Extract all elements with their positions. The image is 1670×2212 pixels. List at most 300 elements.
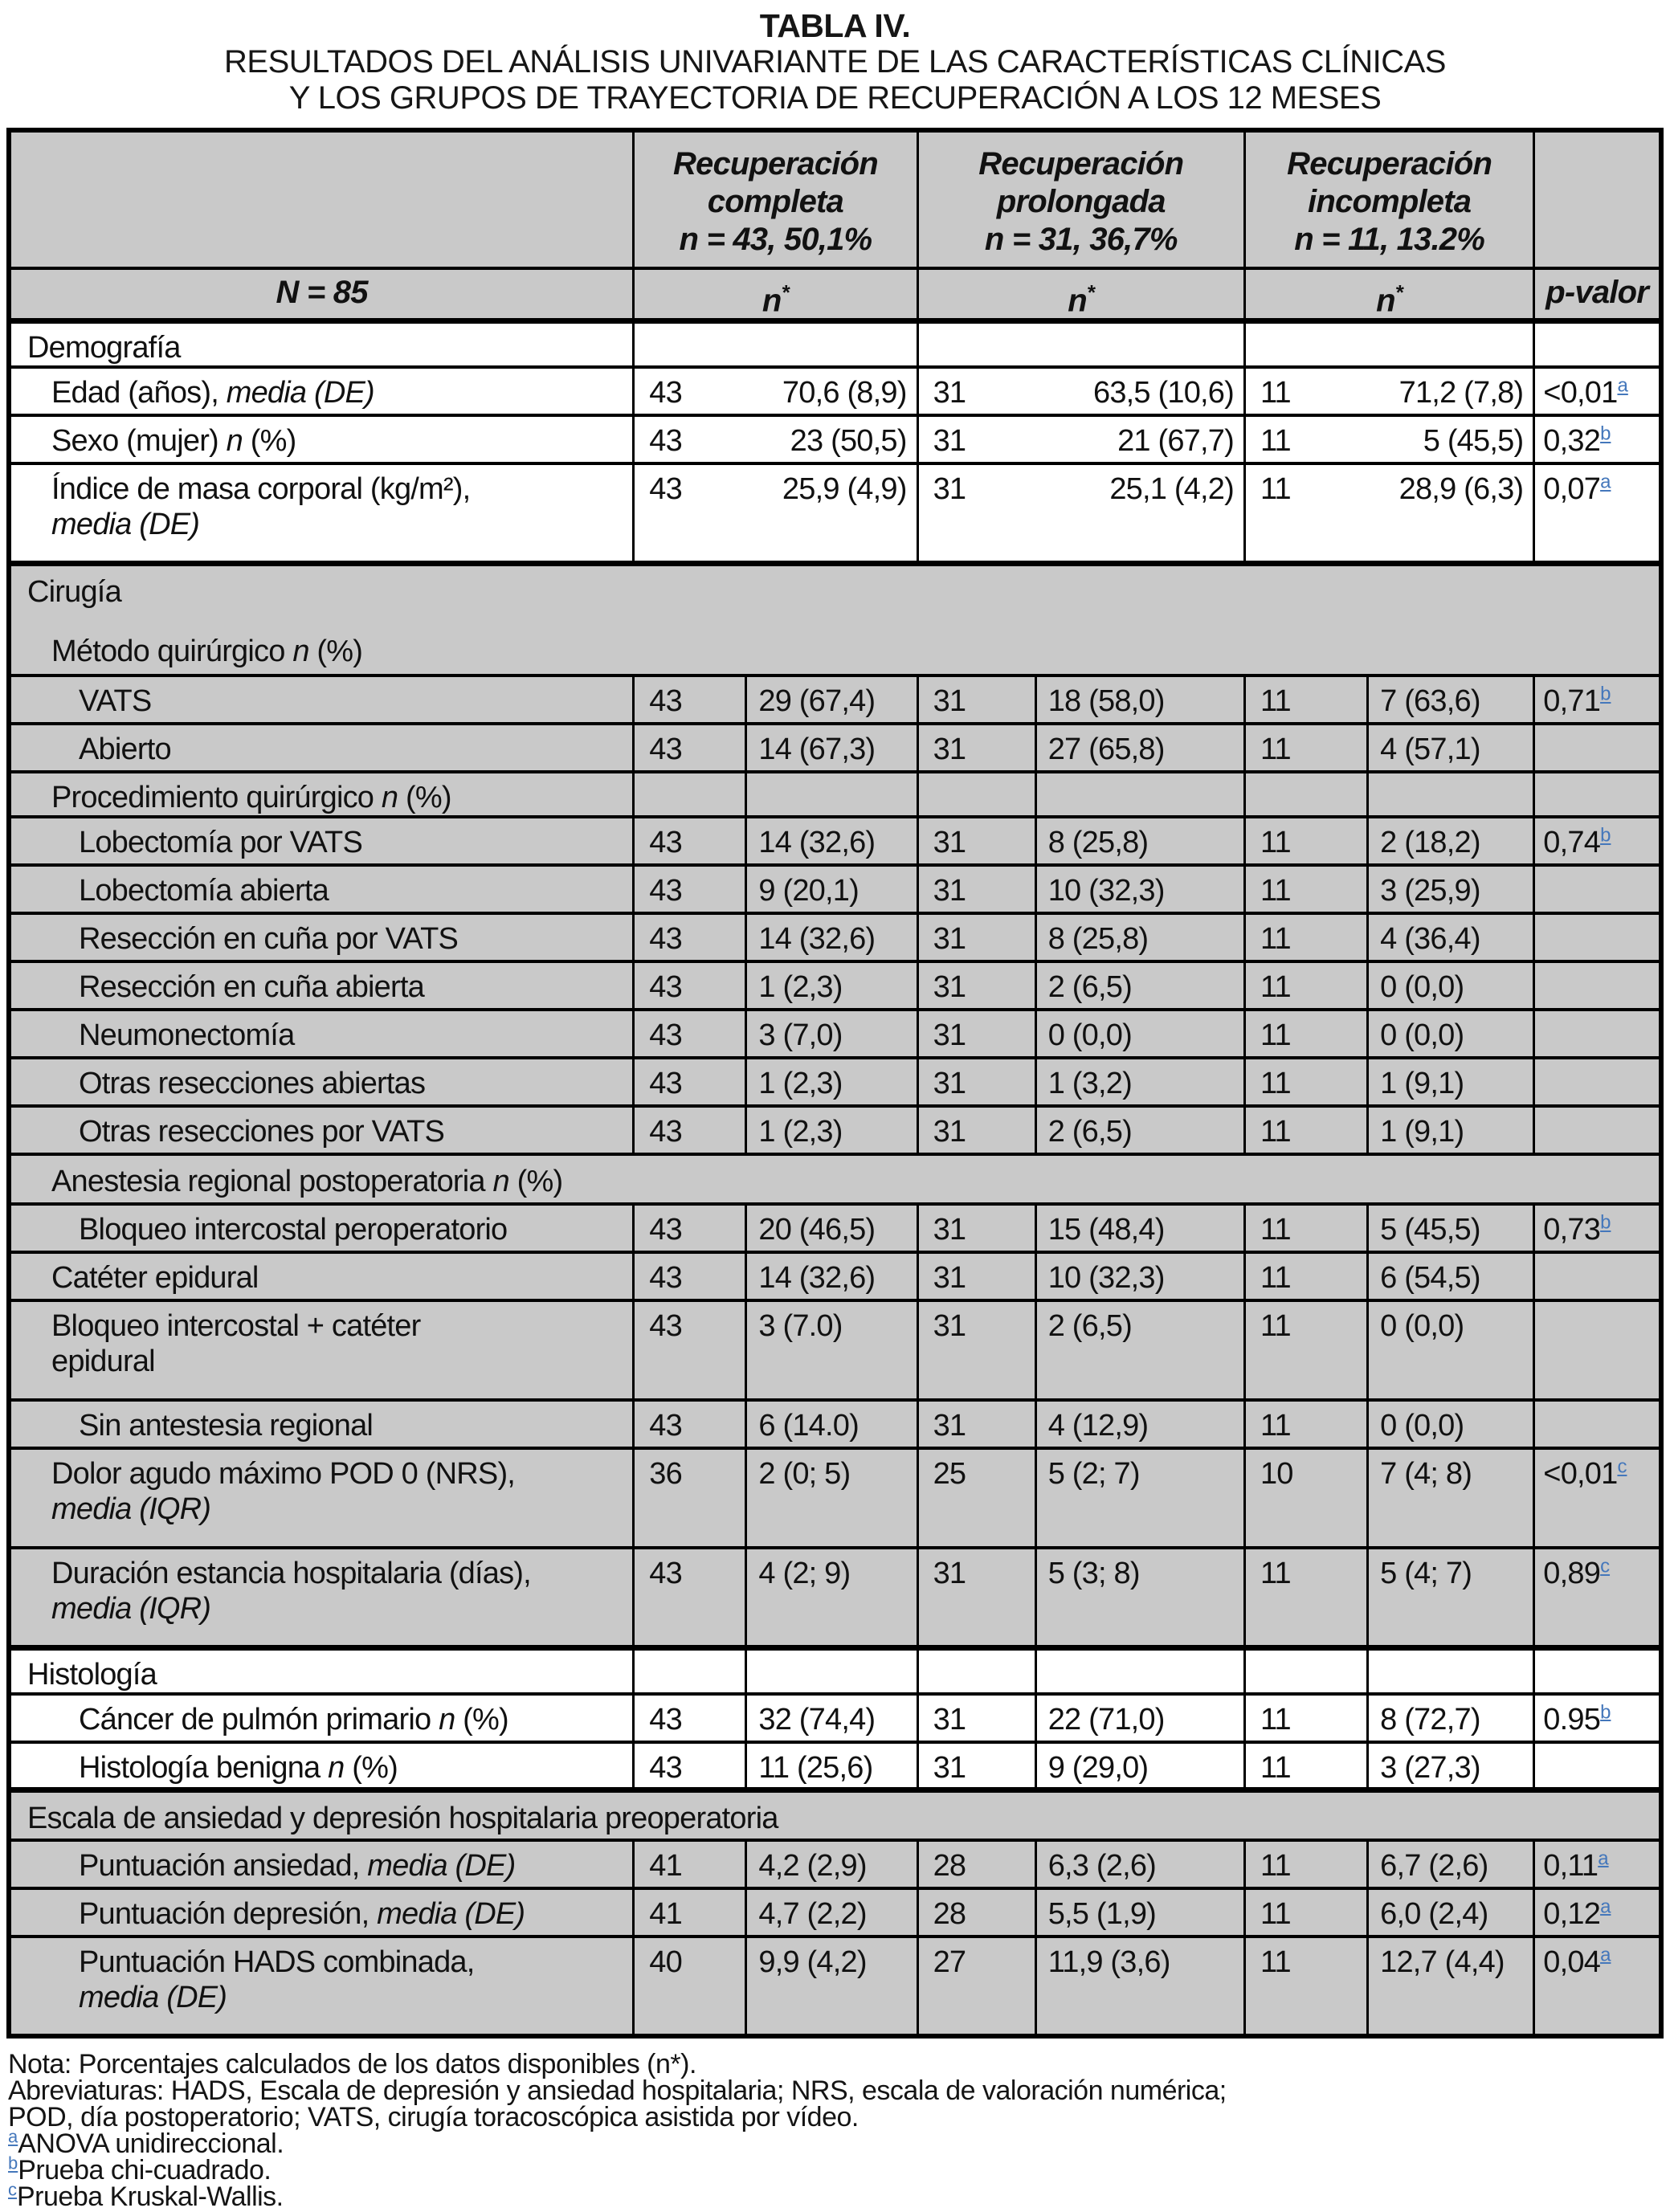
n-available: 43: [634, 913, 746, 961]
cell-value: 4 (36,4): [1368, 913, 1534, 961]
empty-cell: [1244, 772, 1367, 817]
cell-value: 29 (67,4): [746, 675, 917, 724]
cell-value: 4 (57,1): [1368, 724, 1534, 772]
p-valor-header-cell: p-valor: [1534, 268, 1661, 321]
n-available: 28: [917, 1888, 1035, 1937]
cell-value: 3 (7,0): [746, 1010, 917, 1058]
n-available: 43: [634, 1300, 746, 1400]
n-available: 31: [917, 1742, 1035, 1790]
n-available: 43: [634, 1058, 746, 1106]
cell-value: 5 (45,5): [1368, 1204, 1534, 1252]
n-star-cell: n*: [917, 268, 1244, 321]
cell-value: 9,9 (4,2): [746, 1937, 917, 2036]
table-row: [9, 724, 1661, 772]
n-available: 11: [1244, 1742, 1367, 1790]
label-text: media (DE): [51, 508, 200, 542]
label-text: Resección en cuña abierta: [79, 970, 424, 1005]
n-available: 41: [634, 1840, 746, 1888]
p-value-cell: [1534, 675, 1661, 724]
table-caption-line2: Y LOS GRUPOS DE TRAYECTORIA DE RECUPERACIÓN A LOS 12 MESES: [288, 80, 1382, 116]
table-row: [9, 1106, 1661, 1154]
p-value: 0,74: [1543, 826, 1601, 860]
group-value-cell: [1244, 367, 1533, 415]
section-label: [11, 1801, 1659, 1836]
p-value-cell: [1534, 463, 1661, 563]
table-row: [9, 1300, 1661, 1400]
label-text: epidural: [51, 1345, 155, 1379]
n-available: 43: [634, 1204, 746, 1252]
label-text: Bloqueo intercostal peroperatorio: [79, 1213, 508, 1247]
footnote-line: [8, 2101, 1670, 2132]
table-row: [9, 1647, 1661, 1694]
n-available: 11: [1244, 1252, 1367, 1300]
label-text: n: [328, 1750, 345, 1785]
table-row: [9, 1548, 1661, 1647]
label-text: Demografía: [27, 331, 181, 365]
n-available: 11: [1244, 1106, 1367, 1154]
footnote-ref[interactable]: c: [1600, 1555, 1611, 1577]
cell-value: 6,3 (2,6): [1035, 1840, 1244, 1888]
table-row: [9, 1888, 1661, 1937]
cell-value: 0 (0,0): [1368, 1300, 1534, 1400]
section-band-cell: [9, 1790, 1661, 1840]
label-text: media (DE): [377, 1896, 525, 1931]
group-value-cell: [1244, 415, 1533, 463]
n-available: 43: [634, 1694, 746, 1742]
cell-value: 5 (45,5): [1423, 424, 1524, 459]
footnote-ref[interactable]: b: [1600, 1701, 1611, 1724]
p-value-cell: [1534, 367, 1661, 415]
cell-value: 9 (29,0): [1035, 1742, 1244, 1790]
table-row: [9, 865, 1661, 913]
label-text: Puntuación depresión,: [79, 1896, 378, 1931]
footnote-line: [8, 2126, 1670, 2159]
cell-value: 7 (63,6): [1368, 675, 1534, 724]
cell-value: 14 (67,3): [746, 724, 917, 772]
row-label: [9, 367, 634, 415]
empty-cell: [746, 772, 917, 817]
cell-value: 10 (32,3): [1035, 865, 1244, 913]
n-available: 43: [634, 865, 746, 913]
table-row: [9, 817, 1661, 865]
label-text: Dolor agudo máximo POD 0 (NRS),: [51, 1457, 516, 1492]
cell-value: 20 (46,5): [746, 1204, 917, 1252]
n-available: 31: [917, 1300, 1035, 1400]
label-text: Índice de masa corporal (kg/m²),: [51, 472, 471, 507]
cell-value: 28,9 (6,3): [1398, 472, 1524, 507]
group-value-cell: [917, 415, 1244, 463]
row-label: [9, 463, 634, 563]
n-available: 43: [634, 1252, 746, 1300]
empty-cell: [1244, 1647, 1367, 1694]
n-available: 31: [917, 817, 1035, 865]
header-empty-label-cell: [9, 130, 634, 268]
cell-value: 25,9 (4,9): [782, 472, 907, 507]
label-text: n: [439, 1702, 455, 1737]
row-label: [9, 1204, 634, 1252]
footnote-marker[interactable]: c: [8, 2179, 17, 2200]
empty-cell: [634, 1647, 746, 1694]
p-value: 0,04: [1543, 1945, 1601, 1979]
row-label: [9, 961, 634, 1010]
cell-value: 15 (48,4): [1035, 1204, 1244, 1252]
cell-value: 22 (71,0): [1035, 1694, 1244, 1742]
group-n: n = 31, 36,7%: [984, 222, 1178, 257]
n-available: 11: [1244, 1204, 1367, 1252]
footnote-ref[interactable]: a: [1617, 374, 1628, 397]
cell-value: 2 (18,2): [1368, 817, 1534, 865]
footnote-line: [8, 2075, 1670, 2106]
n-available: 31: [917, 1204, 1035, 1252]
cell-value: 14 (32,6): [746, 817, 917, 865]
label-text: media (IQR): [51, 1592, 211, 1626]
p-value-cell: [1534, 724, 1661, 772]
cell-value: 23 (50,5): [790, 424, 907, 459]
table-row: [9, 1448, 1661, 1548]
row-label: [9, 321, 634, 368]
cell-value: 0 (0,0): [1368, 1400, 1534, 1448]
table-row: [9, 1694, 1661, 1742]
footnotes: [8, 2048, 1670, 2212]
label-text: Histología: [27, 1657, 157, 1692]
table-title: [0, 8, 1670, 116]
cell-value: 25,1 (4,2): [1109, 472, 1234, 507]
row-label: [9, 817, 634, 865]
cell-value: 10 (32,3): [1035, 1252, 1244, 1300]
cell-value: 1 (9,1): [1368, 1106, 1534, 1154]
footnote-line: [8, 2048, 1670, 2079]
table-row: [9, 1742, 1661, 1790]
row-label: [9, 1058, 634, 1106]
group-title: Recuperación: [1287, 146, 1492, 182]
table-row: [9, 321, 1661, 368]
n-available: 43: [634, 724, 746, 772]
label-text: media (IQR): [51, 1492, 211, 1527]
empty-cell: [917, 772, 1035, 817]
group-n: n = 11, 13.2%: [1294, 222, 1485, 257]
row-label: [9, 415, 634, 463]
row-label: [9, 1448, 634, 1548]
footnote-text: Prueba chi-cuadrado.: [18, 2154, 272, 2185]
footnote-ref[interactable]: a: [1598, 1847, 1609, 1870]
n-available: 11: [1244, 865, 1367, 913]
n-available: 43: [634, 1106, 746, 1154]
row-label: [9, 724, 634, 772]
table-row: [9, 415, 1661, 463]
footnote-text: ANOVA unidireccional.: [18, 2128, 284, 2159]
p-value-cell: [1534, 1204, 1661, 1252]
n-available: 31: [917, 1058, 1035, 1106]
row-label: [9, 1694, 634, 1742]
label-text: Cirugía: [27, 574, 121, 609]
empty-cell: [746, 1647, 917, 1694]
table-row: [9, 1790, 1661, 1840]
cell-value: 8 (25,8): [1035, 817, 1244, 865]
footnote-ref[interactable]: b: [1600, 1211, 1611, 1234]
table-row: [9, 1010, 1661, 1058]
n-available: 43: [649, 472, 682, 507]
row-label-line2: [51, 1492, 632, 1527]
cell-value: 6,0 (2,4): [1368, 1888, 1534, 1937]
label-text: Catéter epidural: [51, 1261, 259, 1296]
group-title: Recuperación: [978, 146, 1184, 182]
footnote-ref[interactable]: b: [1600, 683, 1611, 705]
p-value: <0,01: [1543, 376, 1618, 410]
cell-value: 8 (72,7): [1368, 1694, 1534, 1742]
table-caption-line1: RESULTADOS DEL ANÁLISIS UNIVARIANTE DE LAS CARACTERÍSTICAS CLÍNICAS: [224, 44, 1446, 80]
label-text: media (DE): [226, 376, 374, 410]
cell-value: 5 (4; 7): [1368, 1548, 1534, 1647]
empty-cell: [634, 772, 746, 817]
n-total-cell: N = 85: [9, 268, 634, 321]
row-label-line2: [51, 1344, 632, 1379]
label-text: n: [226, 424, 243, 459]
empty-cell: [917, 1647, 1035, 1694]
row-label: [9, 1010, 634, 1058]
p-value-cell: [1534, 1106, 1661, 1154]
label-text: (%): [455, 1702, 508, 1737]
cell-value: 12,7 (4,4): [1368, 1937, 1534, 2036]
footnote-ref[interactable]: a: [1600, 1896, 1611, 1918]
n-available: 31: [917, 1400, 1035, 1448]
cell-value: 0 (0,0): [1368, 1010, 1534, 1058]
footnote-text: Abreviaturas: HADS, Escala de depresión y ansiedad hospitalaria; NRS, escala de valoración numérica;: [8, 2075, 1227, 2106]
label-text: (%): [398, 781, 451, 815]
group-value-cell: [1244, 463, 1533, 563]
p-value: 0,73: [1543, 1213, 1601, 1247]
p-value: 0.95: [1543, 1702, 1601, 1737]
n-available: 11: [1244, 1937, 1367, 2036]
cell-value: 6,7 (2,6): [1368, 1840, 1534, 1888]
row-label-line2: [79, 1980, 632, 2015]
cell-value: 14 (32,6): [746, 1252, 917, 1300]
label-text: (%): [243, 424, 296, 459]
footnote-ref[interactable]: c: [1617, 1455, 1627, 1478]
section-band: [11, 1801, 1659, 1836]
n-available: 31: [917, 1106, 1035, 1154]
p-value-cell: [1534, 1694, 1661, 1742]
group-value-cell: [917, 463, 1244, 563]
cell-value: 4 (2; 9): [746, 1548, 917, 1647]
row-label: [9, 1840, 634, 1888]
cell-value: 8 (25,8): [1035, 913, 1244, 961]
cell-value: 5 (3; 8): [1035, 1548, 1244, 1647]
n-available: 11: [1244, 913, 1367, 961]
table-row: [9, 1058, 1661, 1106]
label-text: (%): [508, 1165, 563, 1199]
cell-value: 11,9 (3,6): [1035, 1937, 1244, 2036]
cell-value: 27 (65,8): [1035, 724, 1244, 772]
label-text: Edad (años),: [51, 376, 227, 410]
n-available: 43: [634, 1010, 746, 1058]
p-value-cell: [1534, 913, 1661, 961]
n-available: 28: [917, 1840, 1035, 1888]
p-value: 0,07: [1543, 472, 1601, 507]
cell-value: 18 (58,0): [1035, 675, 1244, 724]
n-available: 31: [917, 724, 1035, 772]
p-value-cell: [1534, 1252, 1661, 1300]
label-text: Resección en cuña por VATS: [79, 922, 459, 957]
p-value-cell: [1534, 865, 1661, 913]
table-row: [9, 1840, 1661, 1888]
label-text: Método quirúrgico: [51, 634, 293, 668]
n-available: 43: [634, 817, 746, 865]
n-available: 43: [634, 675, 746, 724]
n-available: 31: [917, 675, 1035, 724]
footnote-ref[interactable]: a: [1600, 1944, 1611, 1966]
cell-value: 21 (67,7): [1117, 424, 1234, 459]
row-label: [9, 1106, 634, 1154]
row-label: [9, 1400, 634, 1448]
cell-value: 4,2 (2,9): [746, 1840, 917, 1888]
header-group-incompleta: [1244, 130, 1533, 268]
n-available: 31: [933, 376, 966, 410]
n-available: 43: [634, 1400, 746, 1448]
label-text: (%): [344, 1750, 398, 1785]
table-row: [9, 367, 1661, 415]
n-available: 31: [933, 424, 966, 459]
empty-cell: [917, 321, 1244, 368]
cell-value: 63,5 (10,6): [1092, 376, 1234, 410]
p-value-cell: [1534, 1300, 1661, 1400]
empty-cell: [1035, 1647, 1244, 1694]
label-text: VATS: [79, 684, 152, 719]
cell-value: 1 (2,3): [746, 1058, 917, 1106]
p-value-cell: [1534, 1647, 1661, 1694]
row-label: [9, 1647, 634, 1694]
table-row: [9, 772, 1661, 817]
cell-value: 71,2 (7,8): [1398, 376, 1524, 410]
empty-cell: [1368, 772, 1534, 817]
cell-value: 2 (6,5): [1035, 1300, 1244, 1400]
row-label: [9, 1742, 634, 1790]
label-text: Duración estancia hospitalaria (días),: [51, 1557, 531, 1591]
n-available: 25: [917, 1448, 1035, 1548]
cell-value: 70,6 (8,9): [782, 376, 907, 410]
cell-value: 6 (14.0): [746, 1400, 917, 1448]
footnote-ref[interactable]: b: [1600, 422, 1611, 445]
cell-value: 1 (2,3): [746, 1106, 917, 1154]
n-available: 11: [1244, 1548, 1367, 1647]
label-text: media (DE): [367, 1848, 516, 1883]
p-value-cell: [1534, 1888, 1661, 1937]
n-star-cell: n*: [634, 268, 917, 321]
p-value: 0,32: [1543, 424, 1601, 459]
cell-value: 0 (0,0): [1368, 961, 1534, 1010]
p-value-cell: [1534, 321, 1661, 368]
group-value-cell: [634, 367, 917, 415]
group-value-cell: [634, 415, 917, 463]
n-available: 27: [917, 1937, 1035, 2036]
row-label: [9, 865, 634, 913]
p-value: 0,89: [1543, 1557, 1601, 1591]
footnote-marker[interactable]: a: [8, 2126, 18, 2147]
cell-value: 5,5 (1,9): [1035, 1888, 1244, 1937]
p-value-cell: [1534, 1058, 1661, 1106]
n-available: 11: [1244, 1058, 1367, 1106]
results-table: [6, 128, 1664, 2039]
n-available: 11: [1244, 1010, 1367, 1058]
label-text: media (DE): [79, 1980, 227, 2014]
p-value-cell: [1534, 1448, 1661, 1548]
n-available: 11: [1244, 1400, 1367, 1448]
group-title: completa: [707, 184, 844, 219]
cell-value: 3 (27,3): [1368, 1742, 1534, 1790]
cell-value: 5 (2; 7): [1035, 1448, 1244, 1548]
n-available: 11: [1260, 424, 1291, 459]
table-row: [9, 1154, 1661, 1204]
n-available: 31: [933, 472, 966, 507]
label-text: Procedimiento quirúrgico: [51, 781, 382, 815]
section-label: [11, 634, 1659, 669]
row-label: [9, 1937, 634, 2036]
n-available: 11: [1244, 1888, 1367, 1937]
table-row: [9, 913, 1661, 961]
table-number: TABLA IV.: [759, 7, 911, 44]
table-row: [9, 961, 1661, 1010]
group-title: incompleta: [1308, 184, 1472, 219]
cell-value: 9 (20,1): [746, 865, 917, 913]
footnote-text: POD, día postoperatorio; VATS, cirugía toracoscópica asistida por vídeo.: [8, 2101, 859, 2132]
row-label: [9, 1888, 634, 1937]
cell-value: 7 (4; 8): [1368, 1448, 1534, 1548]
n-available: 31: [917, 1252, 1035, 1300]
p-value: <0,01: [1543, 1457, 1618, 1492]
label-text: Anestesia regional postoperatoria: [51, 1165, 493, 1199]
label-text: Cáncer de pulmón primario: [79, 1702, 439, 1737]
p-value-cell: [1534, 772, 1661, 817]
cell-value: 1 (2,3): [746, 961, 917, 1010]
footnote-marker[interactable]: b: [8, 2153, 18, 2173]
header-empty-p-cell: [1534, 130, 1661, 268]
table-row: [9, 1400, 1661, 1448]
cell-value: 1 (9,1): [1368, 1058, 1534, 1106]
p-value-cell: [1534, 415, 1661, 463]
label-text: n: [381, 781, 398, 815]
p-value-cell: [1534, 1742, 1661, 1790]
cell-value: 14 (32,6): [746, 913, 917, 961]
n-available: 11: [1244, 1694, 1367, 1742]
group-title: prolongada: [996, 184, 1166, 219]
footnote-ref[interactable]: b: [1600, 824, 1611, 847]
empty-cell: [1368, 1647, 1534, 1694]
label-text: Abierto: [79, 733, 171, 767]
empty-cell: [1035, 772, 1244, 817]
row-label: [9, 772, 634, 817]
section-band: [11, 1164, 1659, 1199]
group-value-cell: [634, 463, 917, 563]
row-label: [9, 1548, 634, 1647]
empty-cell: [634, 321, 917, 368]
cell-value: 3 (25,9): [1368, 865, 1534, 913]
n-available: 11: [1244, 961, 1367, 1010]
n-available: 31: [917, 1548, 1035, 1647]
cell-value: 6 (54,5): [1368, 1252, 1534, 1300]
group-n: n = 43, 50,1%: [679, 222, 872, 257]
n-available: 43: [634, 1548, 746, 1647]
footnote-line: [8, 2153, 1670, 2185]
footnote-ref[interactable]: a: [1600, 471, 1611, 493]
row-label: [9, 913, 634, 961]
cell-value: 32 (74,4): [746, 1694, 917, 1742]
n-available: 11: [1244, 1840, 1367, 1888]
n-available: 10: [1244, 1448, 1367, 1548]
p-value-cell: [1534, 1937, 1661, 2036]
n-star-cell: n*: [1244, 268, 1533, 321]
cell-value: 2 (6,5): [1035, 1106, 1244, 1154]
n-available: 43: [649, 376, 682, 410]
label-text: Sexo (mujer): [51, 424, 227, 459]
